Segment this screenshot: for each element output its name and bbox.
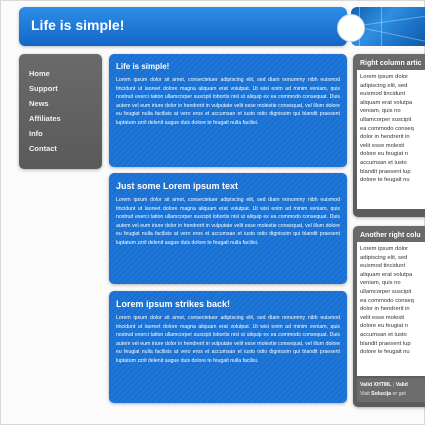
right-panel-title: Another right colu <box>360 232 421 239</box>
panel-title: Just some Lorem ipsum text <box>116 181 239 191</box>
right-column-panel <box>353 226 425 407</box>
panel-body: Lorem ipsum dolor sit amet, consectetuer adipiscing elit, sed diam nonummy nibh euismod tincidunt ut laoreet dolore magna aliquam erat volutpat. Ut wisi enim ad minim veniam, quis nostrud exerci tation ullamcorper suscipit lobortis nisl ut aliquip ex ea commodo consequat. Duis autem vel eum iriure dolor in hendrerit in vulputate velit esse molestie consequat, vel illum dolore eu feugiat nulla facilisis at vero eros et accumsan et iusto odio dignissim qui blandit praesent luptatum zzril delenit augue duis dolore te feugait nulla facilisi. <box>116 315 340 364</box>
right-text-line: dolor in hendrerit in <box>360 134 410 141</box>
panel-title: Lorem ipsum strikes back! <box>116 299 231 309</box>
right-column-panel <box>353 54 425 217</box>
right-text-line: blandit praesent lup <box>360 340 411 347</box>
right-text-line: dolore eu feugiat n <box>360 323 409 330</box>
right-text-line: accumsan et iusto <box>360 159 407 166</box>
right-text-line: accumsan et iusto <box>360 331 407 338</box>
valid-xhtml-link[interactable]: Valid XHTML <box>360 382 392 388</box>
panel-body: Lorem ipsum dolor sit amet, consectetuer adipiscing elit, sed diam nonummy nibh euismod tincidunt ut laoreet dolore magna aliquam erat volutpat. Ut wisi enim ad minim veniam, quis nostrud exerci tation ullamcorper suscipit lobortis nisl ut aliquip ex ea commodo consequat. Duis autem vel eum iriure dolor in hendrerit in vulputate velit esse molestie consequat, vel illum dolore eu feugiat nulla facilisis at vero eros et accumsan et iusto odio dignissim qui blandit praesent luptatum zzril delenit augue duis dolore te feugait nulla facilisi. <box>116 77 340 126</box>
right-text-line: aliquam erat volutpa <box>360 99 413 106</box>
nav-item-contact[interactable]: Contact <box>29 144 57 153</box>
valid-link[interactable]: Valid <box>395 382 408 388</box>
right-text-line: velit esse molesti <box>360 142 405 149</box>
right-text-line: ullamcorper suscipit <box>360 116 412 123</box>
right-panel-text <box>357 70 425 209</box>
nav-item-support[interactable]: Support <box>29 84 58 93</box>
footer-separator: | <box>392 382 395 388</box>
right-text-line: velit esse molesti <box>360 314 405 321</box>
content-panel <box>109 291 347 403</box>
right-text-line: veniam, quis no <box>360 108 401 115</box>
right-text-line: Lorem ipsum dolor <box>360 246 409 252</box>
right-text-line: ea commodo conseq <box>360 125 414 132</box>
right-text-line: dolore te feugait nu <box>360 349 410 356</box>
right-text-line: aliquam erat volutpa <box>360 271 413 278</box>
right-text-line: Lorem ipsum dolor <box>360 74 409 80</box>
right-text-line: veniam, quis no <box>360 280 401 287</box>
sidebar-nav <box>19 54 102 169</box>
right-panel-text <box>357 242 425 376</box>
right-text-line: dolore eu feugiat n <box>360 151 409 158</box>
right-text-line: adipiscing elit, sed <box>360 254 408 261</box>
nav-item-info[interactable]: Info <box>29 129 43 138</box>
right-panel-title: Right column artic <box>360 60 422 67</box>
right-text-line: ea commodo conseq <box>360 297 414 304</box>
panel-title: Life is simple! <box>116 62 170 71</box>
right-text-line: dolore te feugait nu <box>360 177 410 184</box>
nav-item-news[interactable]: News <box>29 99 49 108</box>
validation-footer <box>357 378 425 402</box>
right-text-line: dolor in hendrerit in <box>360 306 410 313</box>
right-text-line: ullamcorper suscipit <box>360 288 412 295</box>
right-text-line: euismod tincidunt <box>360 263 406 270</box>
header-bar <box>19 7 347 46</box>
right-text-line: blandit praesent lup <box>360 168 411 175</box>
nav-item-home[interactable]: Home <box>29 69 50 78</box>
site-title[interactable]: Life is simple! <box>31 17 125 33</box>
right-text-line: euismod tincidunt <box>360 91 406 98</box>
solucija-link[interactable]: Solucija <box>371 391 392 397</box>
panel-body: Lorem ipsum dolor sit amet, consectetuer adipiscing elit, sed diam nonummy nibh euismod tincidunt ut laoreet dolore magna aliquam erat volutpat. Ut wisi enim ad minim veniam, quis nostrud exerci tation ullamcorper suscipit lobortis nisl ut aliquip ex ea commodo consequat. Duis autem vel eum iriure dolor in hendrerit in vulputate velit esse molestie consequat, vel illum dolore eu feugiat nulla facilisis at vero eros et accumsan et iusto odio dignissim qui blandit praesent luptatum zzril delenit augue duis dolore te feugait nulla facilisi. <box>116 197 340 246</box>
content-panel <box>109 54 347 167</box>
nav-item-affiliates[interactable]: Affiliates <box>29 114 61 123</box>
content-panel <box>109 173 347 284</box>
visit-suffix: or get <box>392 391 406 397</box>
header-circle-decoration <box>337 14 365 42</box>
visit-label: Visit <box>360 391 370 397</box>
right-text-line: adipiscing elit, sed <box>360 82 408 89</box>
